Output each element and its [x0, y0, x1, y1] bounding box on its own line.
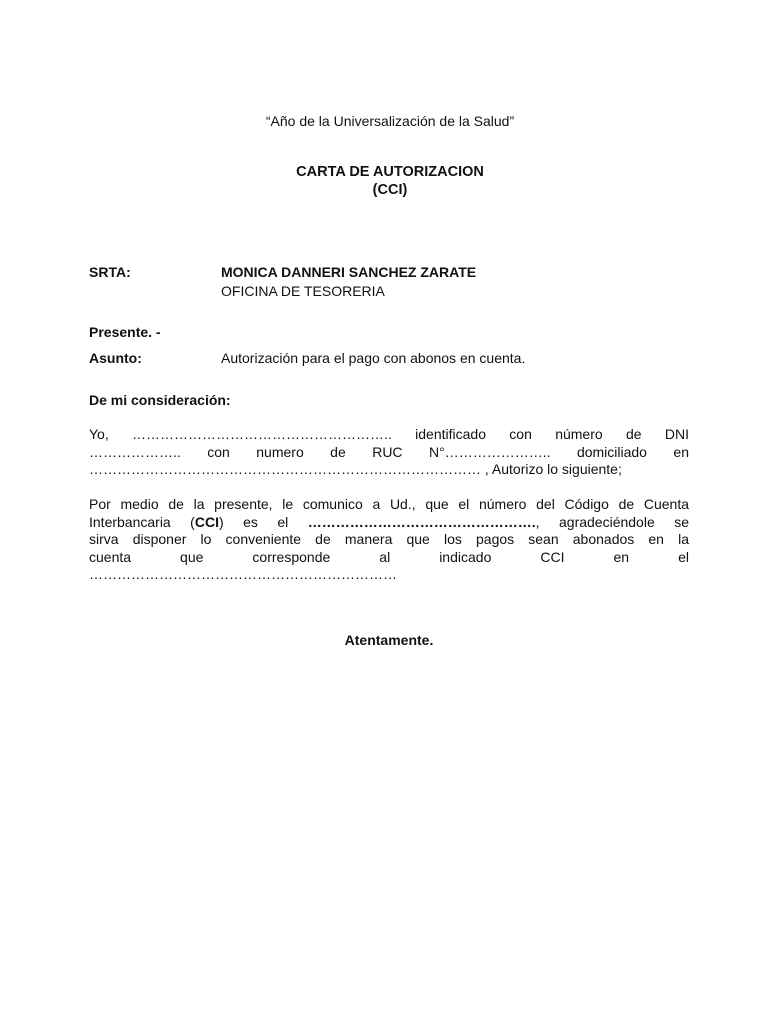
paragraph-line-cci	[89, 514, 689, 532]
paragraph-line: …………………………………………………………	[89, 566, 397, 582]
letter-title-main: CARTA DE AUTORIZACION	[296, 164, 484, 180]
paragraph-identification	[89, 426, 689, 479]
cci-mid-text: ) es el	[218, 513, 308, 530]
greeting: De mi consideración:	[89, 392, 231, 408]
paragraph-line: ………………………………………………………………………… , Autorizo lo siguiente;	[89, 461, 622, 477]
paragraph-line: Por medio de la presente, le comunico a Ud., que el número del Código de Cuenta	[89, 496, 689, 512]
closing: Atentamente.	[344, 632, 434, 648]
subject-label: Asunto:	[89, 350, 142, 366]
recipient-name: MONICA DANNERI SANCHEZ ZARATE	[221, 264, 477, 280]
paragraph-line: sirva disponer lo conveniente de manera que los pagos sean abonados en la	[89, 531, 689, 547]
paragraph-authorization	[89, 496, 689, 584]
letter-title-sub: (CCI)	[372, 182, 408, 198]
recipient-label: SRTA:	[89, 264, 131, 280]
subject-text: Autorización para el pago con abonos en cuenta.	[221, 350, 526, 366]
paragraph-line: ……………….. con numero de RUC N°………………….. domiciliado en	[89, 443, 689, 460]
cci-acronym: CCI	[194, 513, 219, 530]
presente-label: Presente. -	[89, 324, 161, 340]
paragraph-line: cuenta que corresponde al indicado CCI en el	[89, 548, 689, 565]
cci-blank-field: ………………………………………….	[307, 513, 536, 530]
paragraph-line: Yo, ……………………………………………….. identificado con número de DNI	[89, 426, 689, 442]
cci-intro-text: Interbancaria (	[89, 513, 195, 530]
year-motto: “Año de la Universalización de la Salud”	[265, 113, 515, 129]
recipient-office: OFICINA DE TESORERIA	[221, 283, 385, 299]
letter-title	[0, 163, 768, 199]
cci-post-text: , agradeciéndole se	[535, 513, 690, 530]
